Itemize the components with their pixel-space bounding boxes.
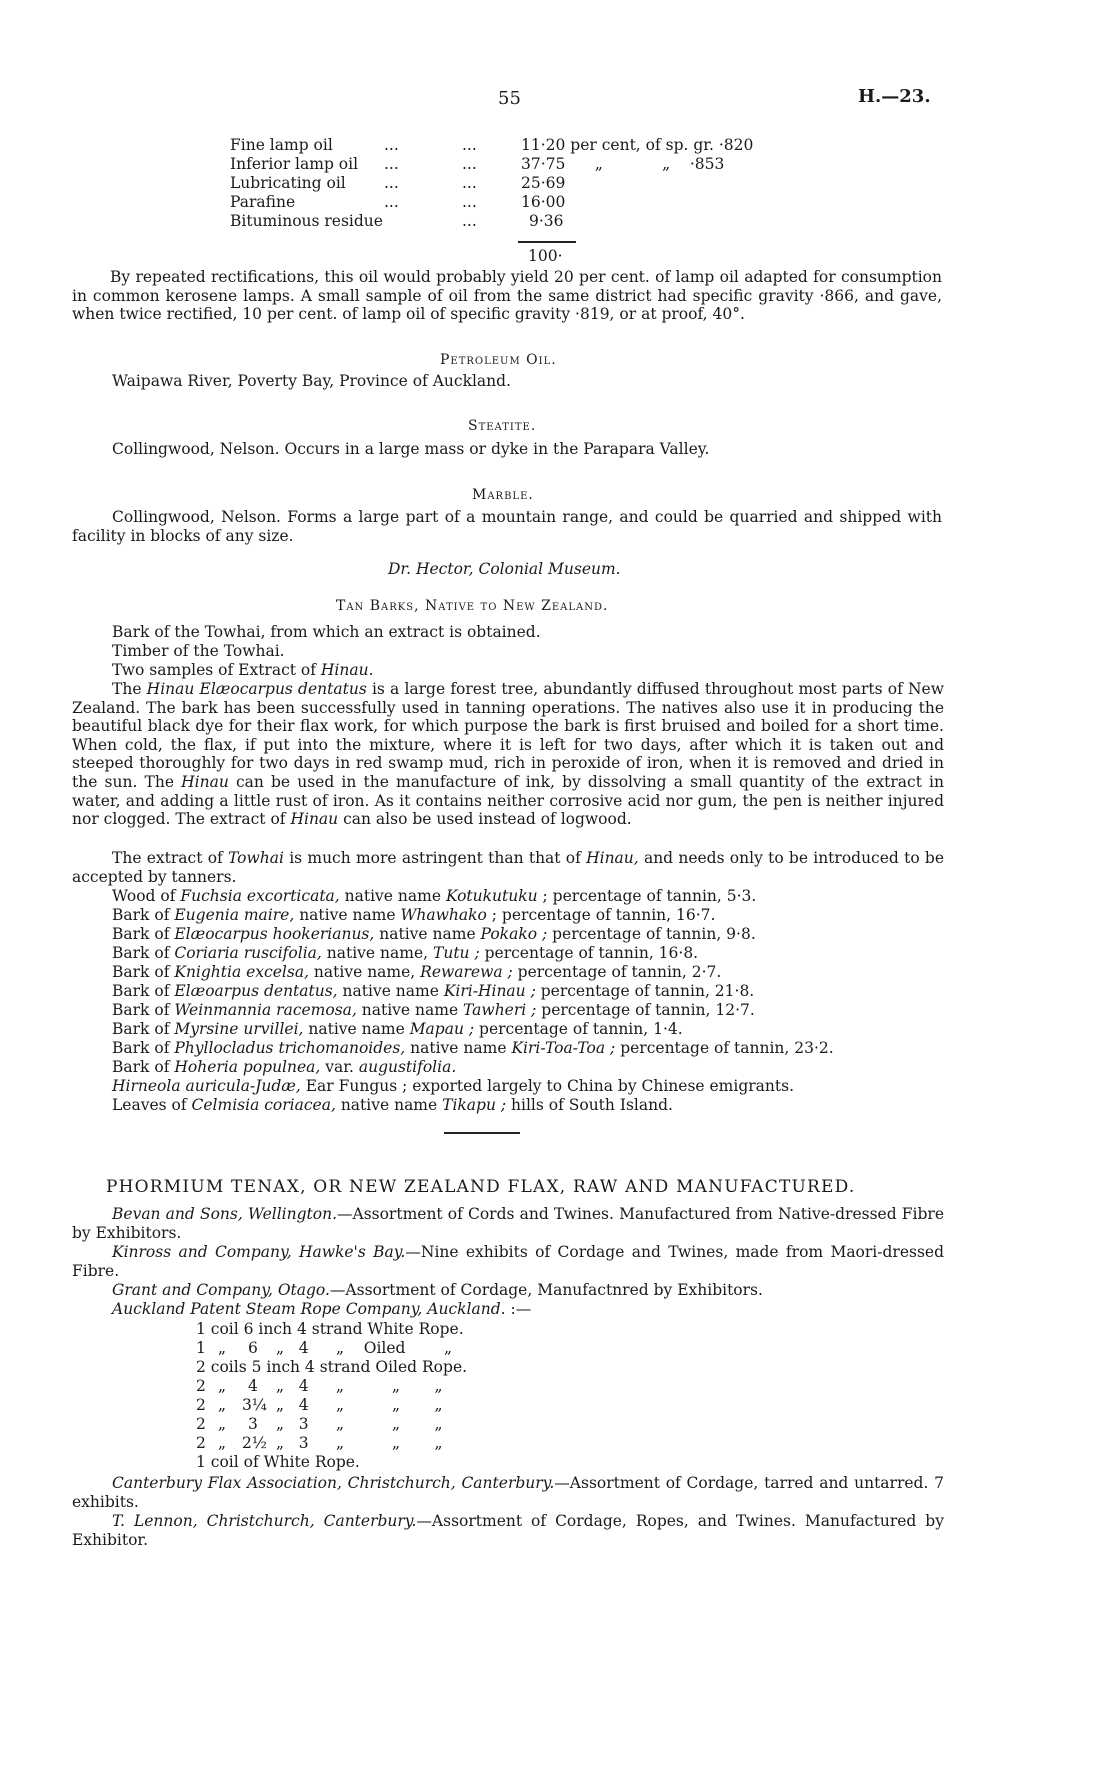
ditto-mark: „ [218,1377,227,1395]
bark-post: percentage of tannin, 2·7. [512,963,722,981]
exhibitor-text: :— [505,1300,532,1318]
exhibitor-name: Auckland Patent Steam Rope Company, Auckland. [112,1300,506,1318]
flax-entry-lennon [72,1512,944,1549]
rope-text: 1 coil 6 inch 4 strand White Rope. [196,1320,464,1338]
page-number: 55 [498,88,521,109]
oil-paragraph [72,268,942,324]
bark-native-name: Kiri-Toa-Toa ; [511,1039,616,1057]
oil-value: 25·69 [521,174,566,192]
towhai-text: and needs only to be introduced to be accepted by tanners. [72,849,944,886]
sum-rule [518,241,576,243]
bark-native-name: Pokako ; [480,925,548,943]
section-divider [444,1132,520,1134]
ditto-mark: „ [218,1396,227,1414]
bark-mid: Ear Fungus ; exported largely to China by Chinese emigrants. [300,1077,795,1095]
bark-post: percentage of tannin, 1·4. [474,1020,683,1038]
hinau-text: can be used in the manufacture of ink, by dissolving a small quantity of the extract in water, and adding a little rust of iron. As it contains neither corrosive acid nor gum, the pen is neither injured nor clogged. The extract of [72,772,944,829]
rope-size: 4 [248,1377,258,1395]
marble-text [72,508,942,545]
rope-size: 2½ [242,1434,267,1452]
list-item [112,1039,834,1058]
flax-entry-kinross [72,1243,944,1280]
dots: ... [384,193,399,211]
oil-name: Parafine [230,193,296,211]
list-item [112,1058,456,1077]
towhai-text: The extract of [112,849,229,867]
hinau-italic: Hinau [290,810,339,829]
bark-native-name: Tikapu ; [442,1096,507,1114]
bark-post: percentage of tannin, 12·7. [536,1001,755,1019]
flax-entry-bevan [72,1205,944,1242]
bark-mid: native name [356,1001,464,1019]
dots: ... [384,174,399,192]
tan-line-1: Bark of the Towhai, from which an extract is obtained. [112,623,541,641]
list-item [112,982,754,1001]
bark-mid: native name [335,1096,443,1114]
hinau-italic: Hinau Elæocarpus dentatus [146,680,367,698]
oil-value: 37·75 „ „ ·853 [521,155,725,173]
oil-name: Fine lamp oil [230,136,333,154]
bark-mid: native name [339,887,446,905]
list-item [112,1077,794,1096]
oil-name: Inferior lamp oil [230,155,359,173]
ditto-mark: „ [218,1434,227,1452]
bark-native-name: Whawhako [400,906,487,924]
steatite-text: Collingwood, Nelson. Occurs in a large mass or dyke in the Parapara Valley. [112,440,710,458]
rope-count: 1 [196,1339,206,1357]
exhibitor-text: —Assortment of Cordage, tarred and untarred. 7 exhibits. [72,1474,944,1511]
dots: ... [462,155,477,173]
bark-species: Weinmannia racemosa, [174,1001,357,1019]
bark-species: Knightia excelsa, [174,963,309,981]
ditto-mark: „ [218,1339,227,1357]
flax-entry-auckland [112,1300,531,1319]
flax-entry-canterbury [72,1474,944,1511]
list-item [112,944,698,963]
oil-value: 9·36 [529,212,564,230]
hinau-text: can also be used instead of logwood. [338,810,632,829]
flax-entry-grant [112,1281,763,1300]
list-item [112,1096,673,1115]
bark-post: percentage of tannin, 21·8. [535,982,755,1000]
rope-strand: „ 4 [276,1377,309,1395]
exhibitor-name: Kinross and Company, Hawke's Bay. [112,1243,406,1261]
bark-native-name: augustifolia. [358,1058,457,1076]
list-item [112,906,715,925]
bark-species: Elæoarpus dentatus, [174,982,338,1000]
oil-value: 16·00 [521,193,566,211]
bark-mid: native name, [309,963,421,981]
dots: ... [384,155,399,173]
tan-line-3-italic: Hinau. [320,661,374,679]
dots: ... [462,193,477,211]
hinau-text: is a large forest tree, abundantly diffused throughout most parts of New Zealand. The bark has been successfully used in tanning operations. The natives also use it in producing the beautiful black dye for their flax work, for which purpose the bark is first bruised and boiled for a short time. When cold, the flax, if put into the mixture, where it is left for two days, after which it is taken out and steeped thoroughly for two days in red swamp mud, rich in peroxide of iron, when it is removed and dried in the sun. The [72,680,944,791]
exhibitor-name: Canterbury Flax Association, Christchurch, Canterbury. [112,1474,555,1492]
oil-paragraph-text: By repeated rectifications, this oil would probably yield 20 per cent. of lamp oil adapted for consumption in common kerosene lamps. A small sample of oil from the same district had specific gravity ·866, and gave, when twice rectified, 10 per cent. of lamp oil of specific gravity ·819, or at proof, 40°. [72,268,942,324]
bark-mid: native name [374,925,481,943]
bark-pre: Wood of [112,887,181,905]
list-item [112,1001,755,1020]
ditto-mark: „ [336,1434,345,1452]
bark-pre: Bark of [112,982,175,1000]
rope-text: 1 coil of White Rope. [196,1453,360,1471]
oil-total-value: 100· [528,247,563,265]
exhibitor-text: —Assortment of Cordage, Manufactnred by Exhibitors. [329,1281,763,1299]
bark-native-name: Tutu ; [433,944,480,962]
bark-pre: Bark of [112,963,175,981]
bark-post: percentage of tannin, 9·8. [547,925,756,943]
section-title-steatite: Steatite. [468,418,537,434]
bark-mid: native name [294,906,401,924]
rope-count: 2 [196,1377,206,1395]
bark-post: ; percentage of tannin, 16·7. [486,906,716,924]
list-item [112,1020,683,1039]
bark-native-name: Kotukutuku [445,887,538,905]
exhibitor-text: —Assortment of Cords and Twines. Manufactured from Native-dressed Fibre by Exhibitors. [72,1205,944,1242]
bark-species: Hoheria populnea, [174,1058,321,1076]
rope-count: 2 [196,1434,206,1452]
exhibitor-name: Bevan and Sons, Wellington. [112,1205,337,1223]
ditto-mark: „ „ [392,1415,443,1433]
list-item [112,887,756,906]
ditto-mark: „ [444,1339,453,1357]
ditto-mark: „ „ [392,1434,443,1452]
dots: ... [462,174,477,192]
bark-mid: native name, [321,944,433,962]
bark-pre: Bark of [112,1039,175,1057]
oil-name: Bituminous residue [230,212,383,230]
rope-strand: „ 3 [276,1415,309,1433]
tan-line-2: Timber of the Towhai. [112,642,285,660]
bark-species: Eugenia maire, [174,906,295,924]
bark-species: Myrsine urvillei, [174,1020,304,1038]
tan-line-3-text: Two samples of Extract of [112,661,321,679]
flax-section-title: PHORMIUM TENAX, OR NEW ZEALAND FLAX, RAW AND MANUFACTURED. [106,1177,856,1197]
marble-text-content: Collingwood, Nelson. Forms a large part of a mountain range, and could be quarried and shipped with facility in blocks of any size. [72,508,942,545]
rope-count: 2 [196,1415,206,1433]
bark-post: hills of South Island. [506,1096,673,1114]
towhai-italic: Hinau, [586,849,639,867]
oil-value: 11·20 per cent, of sp. gr. ·820 [521,136,754,154]
bark-mid: native name [405,1039,512,1057]
bark-pre: Bark of [112,906,175,924]
signature: Dr. Hector, Colonial Museum. [388,560,621,578]
ditto-mark: „ „ [392,1377,443,1395]
bark-pre: Bark of [112,944,175,962]
ditto-mark: „ [218,1415,227,1433]
rope-count: 2 [196,1396,206,1414]
hinau-paragraph [72,680,944,829]
bark-species: Hirneola auricula-Judæ, [112,1077,301,1095]
bark-pre: Bark of [112,925,175,943]
towhai-paragraph [72,849,944,886]
bark-pre: Bark of [112,1020,175,1038]
bark-species: Phyllocladus trichomanoides, [174,1039,406,1057]
bark-native-name: Rewarewa ; [420,963,513,981]
rope-strand: „ 3 [276,1434,309,1452]
oil-name: Lubricating oil [230,174,346,192]
exhibitor-text: —Assortment of Cordage, Ropes, and Twines. Manufactured by Exhibitor. [72,1512,944,1549]
ditto-mark: „ [336,1415,345,1433]
bark-native-name: Tawheri ; [463,1001,537,1019]
bark-post: percentage of tannin, 23·2. [615,1039,834,1057]
section-title-marble: Marble. [472,487,534,503]
bark-mid: native name [337,982,444,1000]
rope-size: 6 [248,1339,258,1357]
bark-mid: var. [320,1058,359,1076]
section-title-tan-barks: Tan Barks, Native to New Zealand. [336,598,609,614]
bark-species: Coriaria ruscifolia, [174,944,322,962]
towhai-italic: Towhai [228,849,284,867]
bark-pre: Leaves of [112,1096,192,1114]
bark-species: Fuchsia excorticata, [180,887,340,905]
exhibitor-name: T. Lennon, Christchurch, Canterbury. [112,1512,417,1530]
ditto-mark: „ „ [392,1396,443,1414]
dots: ... [462,212,477,230]
dots: ... [384,136,399,154]
list-item [112,963,721,982]
rope-strand: „ 4 [276,1396,309,1414]
bark-mid: native name [303,1020,410,1038]
hinau-italic: Hinau [181,772,229,791]
hinau-text: The [112,680,147,698]
towhai-text: is much more astringent than that of [283,849,587,867]
bark-species: Celmisia coriacea, [191,1096,336,1114]
report-id: H.—23. [858,86,931,107]
bark-post: ; percentage of tannin, 5·3. [537,887,757,905]
tan-line-3 [112,661,374,680]
exhibitor-name: Grant and Company, Otago. [112,1281,330,1299]
bark-pre: Bark of [112,1058,175,1076]
bark-native-name: Kiri-Hinau ; [443,982,536,1000]
section-title-petroleum: Petroleum Oil. [440,352,557,368]
bark-species: Elæocarpus hookerianus, [174,925,375,943]
ditto-mark: „ [336,1396,345,1414]
bark-pre: Bark of [112,1001,175,1019]
rope-type: „ Oiled [336,1339,406,1357]
list-item [112,925,756,944]
bark-native-name: Mapau ; [409,1020,475,1038]
exhibitor-text: —Nine exhibits of Cordage and Twines, made from Maori-dressed Fibre. [72,1243,944,1280]
dots: ... [462,136,477,154]
rope-size: 3 [248,1415,258,1433]
rope-text: 2 coils 5 inch 4 strand Oiled Rope. [196,1358,468,1376]
bark-post: percentage of tannin, 16·8. [479,944,699,962]
rope-strand: „ 4 [276,1339,309,1357]
rope-size: 3¼ [242,1396,267,1414]
petroleum-text: Waipawa River, Poverty Bay, Province of Auckland. [112,372,511,390]
ditto-mark: „ [336,1377,345,1395]
